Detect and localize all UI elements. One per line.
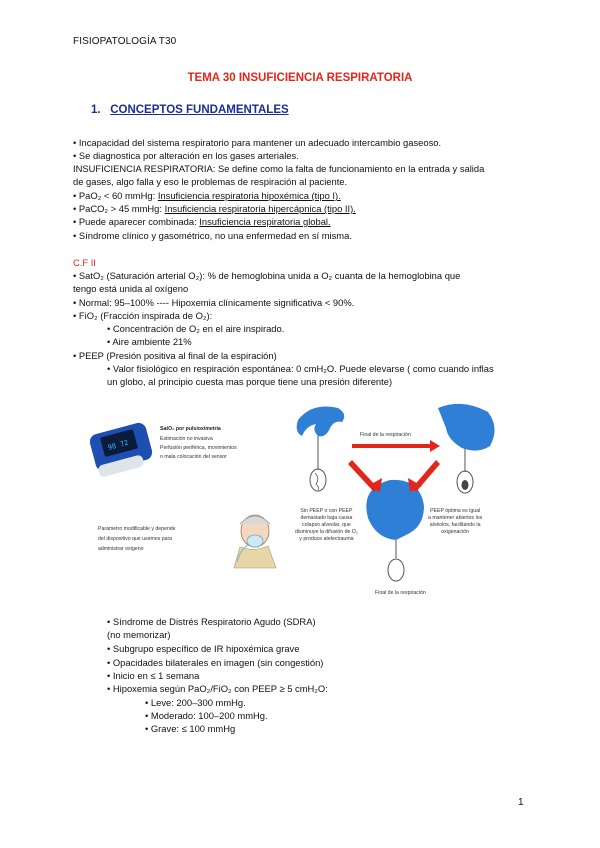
section-number: 1. [91,104,101,116]
cfii-line-9: un globo, al principio cuesta mas porque tiene una presión diferente) [107,376,393,387]
intro-line-6 [73,202,356,215]
sdra-line-5: • Inicio en ≤ 1 semana [107,670,200,681]
intro-line-7 [73,215,331,228]
sdra-line-6: • Hipoxemia según PaO₂/FiO₂ con PEEP ≥ 5 cmH₂O: [107,683,328,694]
optimal-peep-note: PEEP óptima es igual a mantener abiertos los alvéolos, facilitando la oxigenación [428,508,483,535]
sdra-line-9: • Grave: ≤ 100 mmHg [145,723,236,734]
sdra-line-8: • Moderado: 100–200 mmHg. [145,710,268,721]
cfii-line-2: tengo está unida al oxígeno [73,283,189,294]
cfii-line-4: • FiO₂ (Fracción inspirada de O₂): [73,310,213,321]
intro-line-5 [73,189,341,202]
paco2-criterion: • PaCO₂ > 45 mmHg: [73,203,165,214]
intro-line-3: INSUFICIENCIA RESPIRATORIA: Se define como la falta de funcionamiento en la entrada y salida [73,163,485,174]
patient-mask-icon [234,515,276,568]
svg-text:98 72: 98 72 [106,438,130,452]
center-alveolus-icon [366,480,424,581]
cfii-line-5: • Concentración de O₂ en el aire inspirado. [107,323,285,334]
cfii-label: C.F II [73,257,96,268]
end-resp-top-label: Final de la respiración [360,432,411,438]
type1-label: Insuficiencia respiratoria hipoxémica (tipo I). [157,190,341,201]
sdra-line-4: • Opacidades bilaterales en imagen (sin congestión) [107,657,324,668]
sdra-line-7: • Leve: 200–300 mmHg. [145,697,246,708]
oxygenation-figure [90,400,500,605]
page-number: 1 [518,797,524,808]
sato2-definition: % de hemoglobina unida a O₂ cuanta de la hemoglobina que [207,270,461,281]
fio-note-2: del dispositivo que usemos para [98,536,173,542]
intro-line-1: • Incapacidad del sistema respiratorio para mantener un adecuado intercambio gaseoso. [73,137,442,148]
intro-line-2: • Se diagnostica por alteración en los gases arteriales. [73,150,299,161]
cfii-line-7: • PEEP (Presión positiva al final de la espiración) [73,350,277,361]
figure-illustration [90,400,500,605]
cfii-line-1 [73,269,460,282]
collapsed-alveolus-icon [297,407,345,492]
sdra-line-3: • Subgrupo específico de IR hipoxémica grave [107,643,300,654]
sin-peep-note: Sin PEEP o con PEEP demasiado baja causa colapso alveolar, que disminuye la difusión de O₂ y produce atelectrauma [295,508,358,542]
sdra-line-1: • Síndrome de Distrés Respiratorio Agudo (SDRA) [107,616,316,627]
combined-criterion: • Puede aparecer combinada: [73,216,200,227]
fio-note-3: administrar oxígeno [98,546,144,552]
sdra-line-2: (no memorizar) [107,629,171,640]
page-header: FISIOPATOLOGÍA T30 [73,36,177,47]
section-heading [91,104,289,116]
pao2-criterion: • PaO₂ < 60 mmHg: [73,190,158,201]
cfii-line-8: • Valor fisiológico en respiración espontánea: 0 cmH₂O. Puede elevarse ( como cuando inflas [107,363,494,374]
global-label: Insuficiencia respiratoria global. [199,216,331,227]
fio-note-1: Parámetro modificable y depende [98,526,176,532]
sat-note-3: o mala colocación del sensor [160,454,227,460]
type2-label: Insuficiencia respiratoria hipercápnica (tipo II). [164,203,356,214]
sato2-term: • SatO₂ (Saturación arterial O₂): [73,270,208,281]
sat-note-2: Perfusión periférica, movimientos [160,445,237,451]
cfii-line-6: • Aire ambiente 21% [107,336,192,347]
cfii-line-3: • Normal: 95–100% ---- Hipoxemia clínicamente significativa < 90%. [73,297,355,308]
open-alveolus-icon [438,404,495,493]
sat-note-1: Estimación no invasiva [160,436,213,442]
end-resp-bottom-label: Final de la respiración [375,590,426,596]
section-title: CONCEPTOS FUNDAMENTALES [110,104,289,116]
sat-title: SatO₂ por pulsioximetría [160,426,221,432]
pulse-oximeter-icon [90,421,154,478]
document-title: TEMA 30 INSUFICIENCIA RESPIRATORIA [187,72,413,84]
intro-line-8: • Síndrome clínico y gasométrico, no una enfermedad en sí misma. [73,230,352,241]
intro-line-4: de gases, algo falla y eso le problemas de respiración al paciente. [73,176,348,187]
